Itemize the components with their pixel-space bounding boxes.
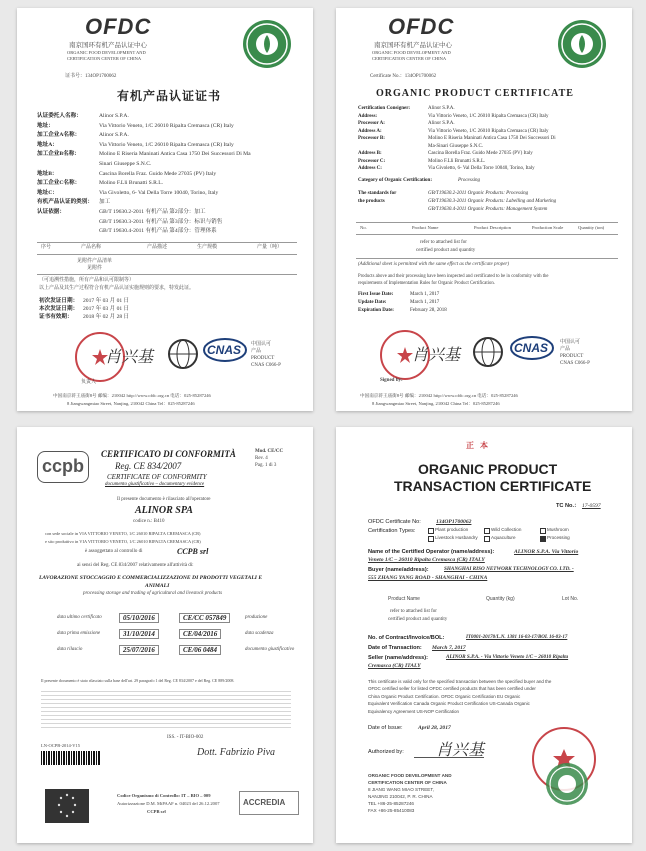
cert-type-label: Livestock Husbandry <box>435 535 478 540</box>
table-header-cell: Lot No. <box>562 596 579 602</box>
checkbox-icon <box>428 536 434 542</box>
additional-note: (Additional sheet is permitted with the same effect as the certificate proper) <box>358 262 510 267</box>
field-value: Via Vittorio Veneto, 1/C 26010 Ripalta Cremasca (CR) Italy <box>428 128 549 134</box>
date-value: March 1, 2017 <box>410 300 440 305</box>
operator-value-1: ALINOR S.P.A. Via Vittorio <box>514 549 579 555</box>
validity-line: China Organic Product Certification. OFDC Organic Certification EU Organic <box>368 693 521 699</box>
addr-line-2: NANJING 210042, P. R. CHINA <box>368 794 433 799</box>
ccpb-logo-icon: ccpb <box>37 451 89 483</box>
validity-line: Equivalency Agreement US-NOP Certification <box>368 708 459 714</box>
table-header-cell: 产品名称 <box>81 245 102 250</box>
field-value: Via Givoletto, 6- Val Della Torre 10040, Torino, Italy <box>428 166 535 171</box>
table-header-cell: Production Scale <box>532 225 564 230</box>
checkbox-icon <box>484 528 490 534</box>
subtitle: documento giustificativo – documentary evidence <box>105 482 205 487</box>
field-row <box>37 171 307 180</box>
field-value: Sinari Giuseppe S.N.C. <box>99 161 152 167</box>
org-line-2: CERTIFICATION CENTER OF CHINA <box>368 780 447 785</box>
signature: 肖兴基 <box>436 742 485 759</box>
footer-cn: 中国南京蒋王庙街8号 邮编：210042 http://www.ofdc.org.cn 电话：025-85287246 <box>53 393 211 398</box>
field-value: GB/T19630.4-2011 Organic Products: Management System <box>428 207 548 212</box>
ofdc-green-seal-icon <box>546 763 588 805</box>
date-label: First Issue Date: <box>358 292 394 297</box>
subject: è assoggettato al controllo di <box>85 549 143 554</box>
date-label: 本次发证日期： <box>39 306 79 312</box>
org-name-en1: ORGANIC FOOD DEVELOPMENT AND <box>67 50 146 55</box>
signer-label: Signed by: <box>380 378 403 383</box>
date-label: data rilascio <box>57 647 83 652</box>
legal-text-block: Il presente documento è stato rilasciato sulla base dell'art. 29 paragrafo 1 del Reg. CE 834/2007 e del Reg. CE 889/2008. <box>41 679 291 730</box>
rev: Rev. 4 <box>255 456 268 461</box>
buyer-value-1: SHANGHAI RISO NETWORK TECHNOLOGY CO. LTD. - <box>444 566 574 572</box>
issue-value: April 28, 2017 <box>418 725 451 731</box>
table-note-1: refer to attached list for <box>420 240 467 245</box>
field-value: Cascina Borella Fraz. Guido Mede 27035 (PV) Italy <box>99 170 217 177</box>
table-header-cell: 产量（吨） <box>257 245 283 250</box>
barcode-icon <box>41 751 101 765</box>
buyer-label: Buyer (name/address): <box>368 567 429 573</box>
cnas-product-cn: 产品 <box>560 347 571 352</box>
field-row <box>37 190 307 199</box>
field-value: Alinor S.P.A. <box>428 106 455 111</box>
field-label: the products <box>358 199 385 204</box>
field-value: Alinor S.P.A. <box>99 113 129 119</box>
field-value: GB/T19630.3-2011 Organic Products: Labelling and Marketing <box>428 199 557 204</box>
field-label: Processor A: <box>358 121 385 126</box>
footer-en: 8 Jiangwangmiao Street, Nanjing, 210042 China Tel：025-85287246 <box>372 401 500 406</box>
auth-label: Authorized by: <box>368 749 404 755</box>
field-label: 认证委托人名称： <box>37 113 82 119</box>
seller-value-2: Cremasca (CR) ITALY <box>368 663 421 669</box>
field-row <box>37 123 307 132</box>
field-label: 有机产品认证的类别： <box>37 199 93 206</box>
address-2: e sito produttivo in VIA VITTORIO VENETO, 1/C 26010 RIPALTA CREMASCA (CR) <box>45 539 201 544</box>
cnas-product-en: PRODUCT <box>251 356 275 361</box>
cert-value: 134OP1700062 <box>436 519 472 525</box>
date-label: Update Date: <box>358 300 387 305</box>
date-code: CE/CC 057849 <box>179 613 230 623</box>
date-type: documento giustificativo <box>245 647 295 652</box>
footer-en: 8 Jiangwangmiao Street, Nanjing, 210042 China Tel：025-85287246 <box>67 401 195 406</box>
field-label: 加工企业A名称： <box>37 132 81 139</box>
types-label: Certification Types: <box>368 528 416 534</box>
cert-no: Certificate No.：134OP1700062 <box>370 74 437 79</box>
ofdc-logo: OFDC <box>388 14 455 39</box>
field-value: Via Givoletto, 6- Val Della Torre 10040, Torino, Italy <box>99 189 219 196</box>
field-row <box>358 178 628 186</box>
field-value: Molino E Riseria Maninati Antica Casa 1750 Dei Successori Di <box>428 136 556 141</box>
product-table-header <box>376 597 616 606</box>
table-header-cell: No. <box>360 225 367 230</box>
title-en: CERTIFICATE OF CONFORMITY <box>107 473 207 481</box>
cnas-cn: 中国认可 <box>560 340 581 345</box>
place: ISS. - IT-BIO-002 <box>167 735 204 740</box>
ccpb-certificate <box>17 427 313 843</box>
field-value: Molino F.Lli Brunatti S.R.L. <box>428 158 486 164</box>
org-name-cn: 南京国环有机产品认证中心 <box>374 42 452 49</box>
field-label: Address C: <box>358 166 382 171</box>
checkbox-icon <box>540 536 546 542</box>
footer-cn: 中国南京蒋王庙街8号 邮编：210042 http://www.ofdc.org.cn 电话：025-85287246 <box>360 393 518 398</box>
field-value: Ma-Sinari Giuseppe S.N.C. <box>428 143 484 149</box>
org-name-en1: ORGANIC FOOD DEVELOPMENT AND <box>372 50 451 55</box>
product-table-header <box>37 244 297 253</box>
bottom-line-3: CCPB srl <box>147 809 166 814</box>
cert-no: 证书号：134OP1700062 <box>65 74 117 79</box>
table-row-attached: 见附件 <box>87 266 103 271</box>
org-name-cn: 南京国环有机产品认证中心 <box>69 42 147 49</box>
signer: Dott. Fabrizio Piva <box>197 747 276 758</box>
date-label: Date of Transaction: <box>368 645 422 651</box>
field-value: GB/T 19630.3-2011 有机产品 第3部分：标识与销售 <box>99 218 223 225</box>
field-label: Category of Organic Certification: <box>358 178 433 183</box>
table-header-cell: Product Description <box>474 225 511 230</box>
table-header-cell: 产品描述 <box>147 245 168 250</box>
activity-1: LAVORAZIONE STOCCAGGIO E COMMERCIALIZZAZIONE DI PRODOTTI VEGETALI E <box>39 575 263 581</box>
field-value: Molino F.Lli Brunatti S.R.L. <box>99 180 164 187</box>
title-it: CERTIFICATO DI CONFORMITÀ <box>101 449 236 459</box>
tel: TEL +86-25-85287246 <box>368 801 414 806</box>
field-value: GB/T 19630.2-2011 有机产品 第2部分：加工 <box>99 209 206 215</box>
table-header-cell: Quantity (ton) <box>578 225 605 230</box>
field-label: Certification Consigner: <box>358 106 411 111</box>
table-header-cell: Product Name <box>412 225 439 230</box>
date-value: February 28, 2018 <box>410 308 447 313</box>
cert-label: OFDC Certificate No: <box>368 519 421 525</box>
title: ORGANIC PRODUCT CERTIFICATE <box>376 88 574 99</box>
operator-value-2: Veneto 1/C – 26010 Ripalta Cremasca (CR) ITALY <box>368 557 485 563</box>
field-label: 加工企业C名称： <box>37 180 81 187</box>
product-table-header <box>356 224 618 233</box>
cert-type-label: Wild Collection <box>491 527 522 532</box>
title-1: ORGANIC PRODUCT <box>418 461 558 477</box>
field-row <box>358 199 628 207</box>
field-value: Via Vittorio Veneto, 1/C 26010 Ripalta Cremasca (CR) Italy <box>99 141 234 148</box>
title: 有机产品认证证书 <box>117 89 222 103</box>
seller-value-1: ALINOR S.P.A. - Via Vittorio Veneto 1/C – 26010 Ripalta <box>446 654 569 660</box>
seller-label: Seller (name/address): <box>368 655 429 661</box>
signature: 肖兴基 <box>105 349 154 366</box>
checkbox-icon <box>428 528 434 534</box>
cnas-logo-icon: CNAS <box>203 338 247 366</box>
field-label: Processor C: <box>358 158 386 164</box>
field-label: 地址C： <box>37 189 58 196</box>
date-label: 证书有效期： <box>39 314 73 320</box>
buyer-value-2: 555 ZHANG YANG ROAD - SHANGHAI - CHINA <box>368 575 488 581</box>
eu-organic-leaf-icon <box>45 789 89 823</box>
field-label: Processor B: <box>358 136 385 141</box>
cnas-cn: 中国认可 <box>251 342 272 347</box>
title-2: TRANSACTION CERTIFICATE <box>394 478 592 494</box>
bottom-line-2: Autorizzazione D.M. MiPAAF n. 04023 del 26.12.2007 <box>117 801 220 806</box>
tc-value: 17-0597 <box>582 503 601 509</box>
ofdc-logo: OFDC <box>85 14 152 39</box>
date-value: 2018 年 02 月 28 日 <box>83 314 130 320</box>
signature: 肖兴基 <box>412 347 461 364</box>
table-row-product: 见附件产品清单 <box>77 259 113 264</box>
activity-3: processing storage and trading of agricultural and livestock products <box>83 591 223 596</box>
ccpb-srl: CCPB srl <box>177 547 209 556</box>
table-note-2: certified product and quantity <box>416 248 476 253</box>
page: Pag. 1 di 3 <box>255 463 277 468</box>
mod: Mod. CE/CC <box>255 449 284 454</box>
checkbox-icon <box>484 536 490 542</box>
ofdc-green-seal-icon <box>558 20 606 68</box>
validity-line: This certificate is valid only for the specified transaction between the specified buyer and the <box>368 679 552 684</box>
field-value: 加工 <box>99 199 111 206</box>
address-1: con sede sociale in VIA VITTORIO VENETO, 1/C 26010 RIPALTA CREMASCA (CR) <box>45 531 201 536</box>
issue-label: Date of Issue: <box>368 725 403 731</box>
field-row <box>37 219 307 228</box>
field-value: GB/T 19630.4-2011 有机产品 第4部分：管理体系 <box>99 228 217 235</box>
table-header-cell: Product Name <box>388 596 420 602</box>
regulation-text: ai sensi del Reg. CE 834/2007 relativamente all'attività di: <box>77 563 194 568</box>
original-stamp: 正 本 <box>466 441 490 450</box>
date-label: data ultimo certificato <box>57 615 102 620</box>
cert-type-label: Plant production <box>435 527 469 532</box>
field-label: 地址A： <box>37 141 58 148</box>
field-row <box>358 166 628 174</box>
company: ALINOR SPA <box>135 505 193 516</box>
field-label: Address: <box>358 113 378 119</box>
field-row <box>37 132 307 141</box>
fax: FAX +86-25-85410083 <box>368 808 415 813</box>
note-1: （可追溯性措施，所有产品和认可限制等） <box>39 278 135 283</box>
regulation: Reg. CE 834/2007 <box>115 461 182 471</box>
field-row <box>37 161 307 170</box>
table-header-cell: 生产规模 <box>197 245 218 250</box>
field-value: Processing <box>458 178 481 183</box>
org-line-1: ORGANIC FOOD DEVELOPMENT AND <box>368 773 452 778</box>
prod-note-1: refer to attached list for <box>390 609 437 614</box>
validity-line: Equivalent Verification Canada Organic Product Certification US-Canada Organic <box>368 701 530 707</box>
date-value: 31/10/2014 <box>119 629 159 639</box>
field-value: Alinor S.P.A. <box>428 121 455 126</box>
prod-note-2: certified product and quantity <box>388 617 448 622</box>
bottom-line-1: Codice Organismo di Controllo: IT – BIO – 009 <box>117 793 211 798</box>
cnas-logo-icon: CNAS <box>510 336 554 364</box>
date-label: Expiration Date: <box>358 308 394 313</box>
addr-line-1: 8 JIANG WANG MIAO STREET, <box>368 787 434 792</box>
field-label: The standards for <box>358 191 397 196</box>
cnas-product-cn: 产品 <box>251 349 262 354</box>
signer-label: 负责人 <box>81 380 97 385</box>
tc-label: TC No.： <box>556 503 580 509</box>
cert-type-label: Processing <box>547 535 570 540</box>
validity-line: OFDC certified seller for listed OFDC certified products that has been certified under <box>368 686 536 692</box>
cert-type-label: Aquaculture <box>491 535 516 540</box>
transaction-certificate <box>336 427 632 843</box>
issued-to: Il presente documento è rilasciato all'operatore <box>117 497 211 502</box>
field-label: Address B: <box>358 151 382 156</box>
doc-ref: LN-OCPB-2014-V15 <box>41 743 80 748</box>
date-value: 2017 年 03 月 01 日 <box>83 298 130 304</box>
field-row <box>37 228 307 237</box>
activity-2: ANIMALI <box>145 583 170 589</box>
table-header-cell: 序号 <box>41 245 52 250</box>
date-value: 05/10/2016 <box>119 613 159 623</box>
date-value: March 7, 2017 <box>432 645 466 651</box>
contract-value: IT0001-20170/L.N. 1381 16-03-17/BOL 16-03-17 <box>466 635 568 640</box>
date-type: produzione <box>245 615 268 620</box>
field-row <box>358 191 628 199</box>
field-label: 地址： <box>37 122 54 129</box>
field-row <box>37 113 307 122</box>
accredia-logo-icon: ACCREDIA <box>239 791 299 815</box>
table-header-cell: Quantity (kg) <box>486 596 515 602</box>
org-name-en2: CERTIFICATION CENTER OF CHINA <box>372 56 447 61</box>
date-value: March 1, 2017 <box>410 292 440 297</box>
ofdc-green-seal-icon <box>243 20 291 68</box>
field-label: 地址B： <box>37 170 58 177</box>
field-value: GB/T19630.2-2011 Organic Products: Processing <box>428 191 529 196</box>
field-value: Alinor S.P.A. <box>99 132 129 139</box>
certificate-cn <box>17 8 313 411</box>
field-value: Molino E Riseria Maninati Antica Casa 1750 Dei Successori Di Ma <box>99 151 251 158</box>
date-label: 初次发证日期： <box>39 298 79 304</box>
field-row <box>37 199 307 208</box>
contract-label: No. of Contract/Invoice/BOL: <box>368 635 445 641</box>
cert-type-label: Mushroom <box>547 527 569 532</box>
cnas-code: CNAS C066-P <box>560 361 590 366</box>
field-label: 加工企业B名称： <box>37 151 80 158</box>
cnas-code: CNAS C066-P <box>251 363 281 368</box>
field-row <box>37 142 307 151</box>
field-row <box>358 207 628 215</box>
field-label: 认证依据： <box>37 209 65 215</box>
paragraph-2: requirements of Implementation Rules for Organic Product Certification. <box>358 281 495 286</box>
field-value: Via Vittorio Veneto, 1/C 26010 Ripalta Cremasca (CR) Italy <box>99 122 234 129</box>
date-value: 25/07/2016 <box>119 645 159 655</box>
field-value: Via Vittorio Veneto, 1/C 26010 Ripalta Cremasca (CR) Italy <box>428 113 549 119</box>
operator-label: Name of the Certified Operator (name/address): <box>368 549 495 555</box>
field-value: Cascina Borella Fraz. Guido Mede 27035 (PV) Italy <box>428 151 533 156</box>
field-row <box>37 151 307 160</box>
org-name-en2: CERTIFICATION CENTER OF CHINA <box>67 56 142 61</box>
code: codice n.: B410 <box>133 519 165 524</box>
paragraph-1: Products above and their processing have been inspected and certificated to be in conformity with the <box>358 274 549 279</box>
field-label: Address A: <box>358 128 382 134</box>
date-code: CE/06 0484 <box>179 645 221 655</box>
field-row <box>37 209 307 218</box>
note-2: 以上产品及其生产过程符合有机产品认证实施规则的要求，特发此证。 <box>39 286 195 291</box>
iaf-globe-icon <box>472 336 504 368</box>
iaf-globe-icon <box>167 338 199 370</box>
date-value: 2017 年 03 月 01 日 <box>83 306 130 312</box>
field-row <box>37 180 307 189</box>
cnas-product-en: PRODUCT <box>560 354 584 359</box>
date-type: data scadenza <box>245 631 274 636</box>
date-label: data prima emissione <box>57 631 101 636</box>
certificate-en <box>336 8 632 411</box>
checkbox-icon <box>540 528 546 534</box>
date-code: CE/04/2016 <box>179 629 221 639</box>
